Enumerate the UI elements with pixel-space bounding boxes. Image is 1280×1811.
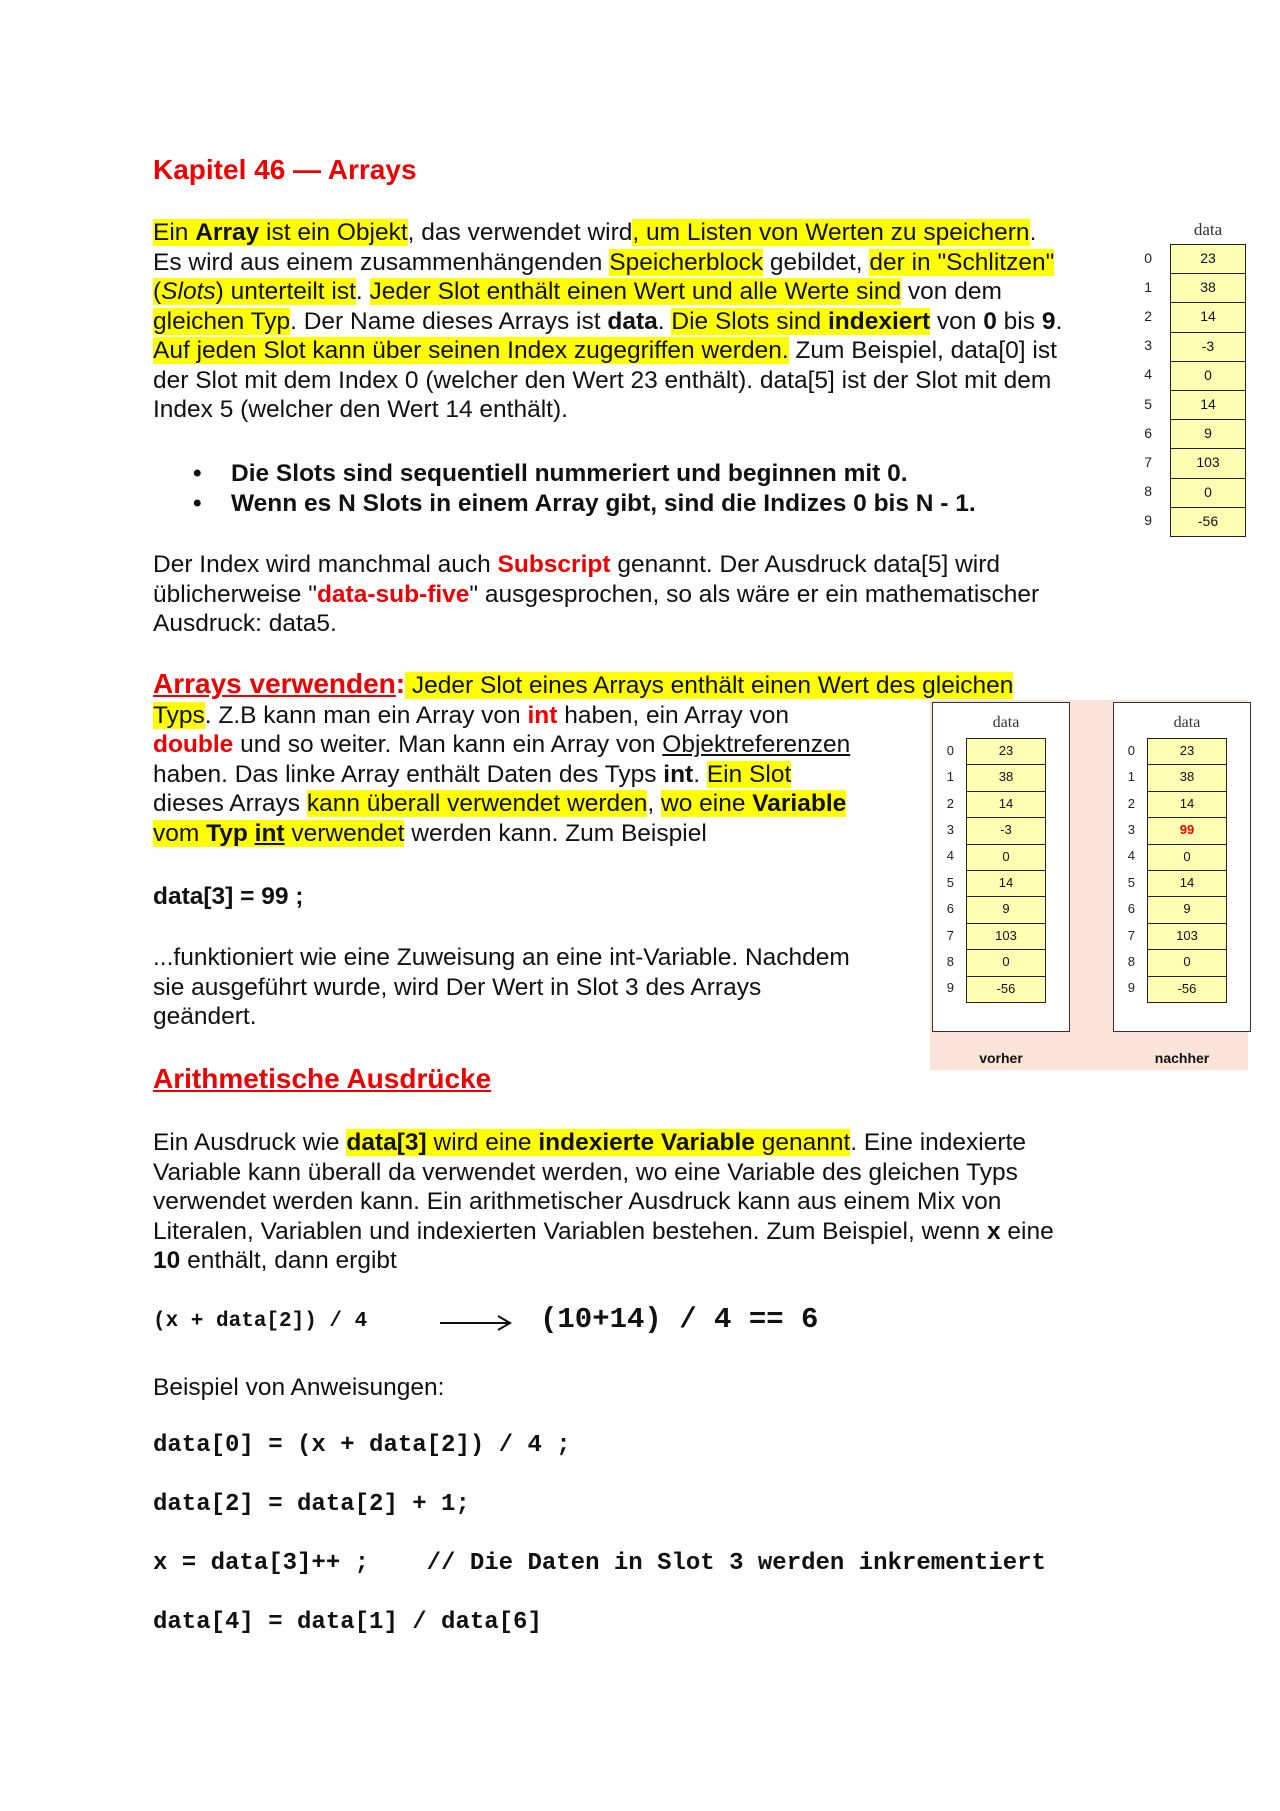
arrow-icon [438, 1313, 514, 1333]
section-heading-arithmetik: Arithmetische Ausdrücke [153, 1063, 492, 1094]
array-diagram-comparison [930, 700, 1248, 1070]
array-index: 1 [1127, 769, 1135, 785]
array-index: 5 [1127, 874, 1135, 890]
array-index: 8 [1127, 953, 1135, 969]
page-title: Kapitel 46 — Arrays [153, 154, 417, 185]
array-cell: 0 [966, 844, 1046, 871]
array-cell: -3 [966, 817, 1046, 844]
array-index: 7 [1144, 454, 1152, 470]
array-index: 5 [946, 874, 954, 890]
array-before [930, 714, 1070, 1024]
array-cell: 38 [966, 764, 1046, 791]
array-diagram-main [1140, 220, 1260, 540]
array-cell: 9 [1147, 896, 1227, 923]
array-cell: 0 [966, 949, 1046, 976]
array-index: 3 [1127, 821, 1135, 837]
array-title: data [992, 714, 1020, 731]
array-cell: 103 [1147, 923, 1227, 950]
array-index: 4 [1127, 848, 1135, 864]
array-index: 6 [1144, 424, 1152, 441]
array-index: 2 [1127, 795, 1135, 811]
section-arrays-verwenden: Arrays verwenden: Jeder Slot eines Arrays enthält einen Wert des gleichen Typs. Z.B kann man ein Array von int haben, ein Array von double und so weiter. Man kann ein Array von Objektreferenzen haben. Das linke Array enthält Daten des Typs int. Ein Slot dieses Arrays kann überall verwendet werden, wo eine Variable vom Typ int verwendet werden kann. Zum Beispiel [153, 668, 1014, 847]
array-index: 3 [946, 821, 954, 837]
intro-line-5: Auf jeden Slot kann über seinen Index zugegriffen werden. Zum Beispiel, data[0] ist [153, 337, 1057, 364]
array-cell: 14 [1147, 870, 1227, 897]
array-cell: 0 [1147, 844, 1227, 871]
array-index: 9 [1127, 980, 1135, 996]
array-cell: -56 [966, 976, 1046, 1003]
intro-line-6: der Slot mit dem Index 0 (welcher den Wert 23 enthält). data[5] ist der Slot mit dem [153, 366, 1052, 394]
arith-paragraph: Ein Ausdruck wie data[3] wird eine indexierte Variable genannt. Eine indexierte Variable kann überall da verwendet werden, wo eine Variable des gleichen Typs verwendet werden kann. Ein arithmetischer Ausdruck kann aus einem Mix von Literalen, Variablen und indexierten Variablen bestehen. Zum Beispiel, wenn x eine 10 enthält, dann ergibt [153, 1129, 1054, 1274]
array-cell: 9 [966, 896, 1046, 923]
array-index: 0 [1144, 249, 1152, 266]
array-cell: 0 [1170, 361, 1246, 391]
array-cell: 0 [1170, 478, 1246, 508]
subscript-paragraph: Der Index wird manchmal auch Subscript genannt. Der Ausdruck data[5] wird üblicherweise "data-sub-five" ausgesprochen, so als wäre er ein mathematischer Ausdruck: data5. [153, 551, 1040, 637]
array-cell: -56 [1147, 976, 1227, 1003]
array-index: 0 [1127, 742, 1135, 758]
array-cell: 14 [966, 791, 1046, 818]
array-index: 6 [1127, 901, 1135, 917]
array-index: 9 [946, 980, 954, 996]
array-index: 8 [1144, 483, 1152, 500]
statement-3: x = data[3]++ ; // Die Daten in Slot 3 werden inkrementiert [153, 1550, 1046, 1577]
intro-line-4: gleichen Typ. Der Name dieses Arrays ist data. Die Slots sind indexiert von 0 bis 9. [153, 307, 1063, 335]
array-index: 5 [1144, 395, 1152, 412]
intro-line-3: (Slots) unterteilt ist. Jeder Slot enthält einen Wert und alle Werte sind von dem [153, 278, 1002, 305]
array-index: 2 [946, 795, 954, 811]
array-index: 9 [1144, 512, 1152, 529]
array-index: 1 [946, 769, 954, 785]
intro-line-1: Ein Array ist ein Objekt, das verwendet wird, um Listen von Werten zu speichern. [153, 219, 1037, 246]
statement-4: data[4] = data[1] / data[6] [153, 1609, 542, 1636]
array-cell: 14 [1170, 390, 1246, 420]
statement-1: data[0] = (x + data[2]) / 4 ; [153, 1432, 571, 1459]
array-title: data [1173, 714, 1201, 731]
caption-after: nachher [1154, 1050, 1210, 1066]
array-cell: 14 [966, 870, 1046, 897]
array-index: 4 [946, 848, 954, 864]
assignment-code: data[3] = 99 ; [153, 883, 304, 910]
array-index: 7 [946, 927, 954, 943]
intro-line-7: Index 5 (welcher den Wert 14 enthält). [153, 396, 568, 423]
list-item: • Die Slots sind sequentiell nummeriert und beginnen mit 0. [153, 459, 976, 489]
array-cell: 103 [966, 923, 1046, 950]
list-item: • Wenn es N Slots in einem Array gibt, sind die Indizes 0 bis N - 1. [153, 489, 976, 519]
array-cell: -56 [1170, 507, 1246, 537]
array-after [1111, 714, 1251, 1024]
array-cell: 0 [1147, 949, 1227, 976]
examples-label: Beispiel von Anweisungen: [153, 1374, 445, 1401]
array-index: 0 [946, 742, 954, 758]
assignment-explanation: ...funktioniert wie eine Zuweisung an eine int-Variable. Nachdem sie ausgeführt wurde, wird Der Wert in Slot 3 des Arrays geändert. [153, 944, 850, 1030]
array-cell: 38 [1170, 273, 1246, 303]
array-index: 8 [946, 953, 954, 969]
array-cell: 23 [1170, 244, 1246, 274]
array-cell: 99 [1147, 817, 1227, 844]
array-cell: 38 [1147, 764, 1227, 791]
expression-left: (x + data[2]) / 4 [153, 1310, 368, 1333]
array-cell: 9 [1170, 419, 1246, 449]
array-cell: 23 [966, 738, 1046, 765]
array-title: data [1193, 220, 1223, 239]
expression-right: (10+14) / 4 == 6 [540, 1303, 819, 1336]
intro-paragraph [153, 218, 1062, 425]
array-index: 2 [1144, 308, 1152, 324]
array-index: 7 [1127, 927, 1135, 943]
array-cell: 103 [1170, 448, 1246, 478]
array-cell: 14 [1170, 302, 1246, 332]
array-index: 6 [946, 901, 954, 917]
array-index: 4 [1144, 366, 1152, 383]
array-cell: -3 [1170, 332, 1246, 362]
array-index: 1 [1144, 278, 1152, 295]
intro-line-2: Es wird aus einem zusammenhängenden Speicherblock gebildet, der in "Schlitzen" [153, 248, 1055, 276]
array-cell: 23 [1147, 738, 1227, 765]
section-heading-arrays: Arrays verwenden [153, 668, 396, 699]
caption-before: vorher [979, 1050, 1023, 1066]
array-index: 3 [1144, 337, 1152, 354]
statement-2: data[2] = data[2] + 1; [153, 1491, 470, 1518]
bullet-list [153, 459, 976, 518]
array-cell: 14 [1147, 791, 1227, 818]
